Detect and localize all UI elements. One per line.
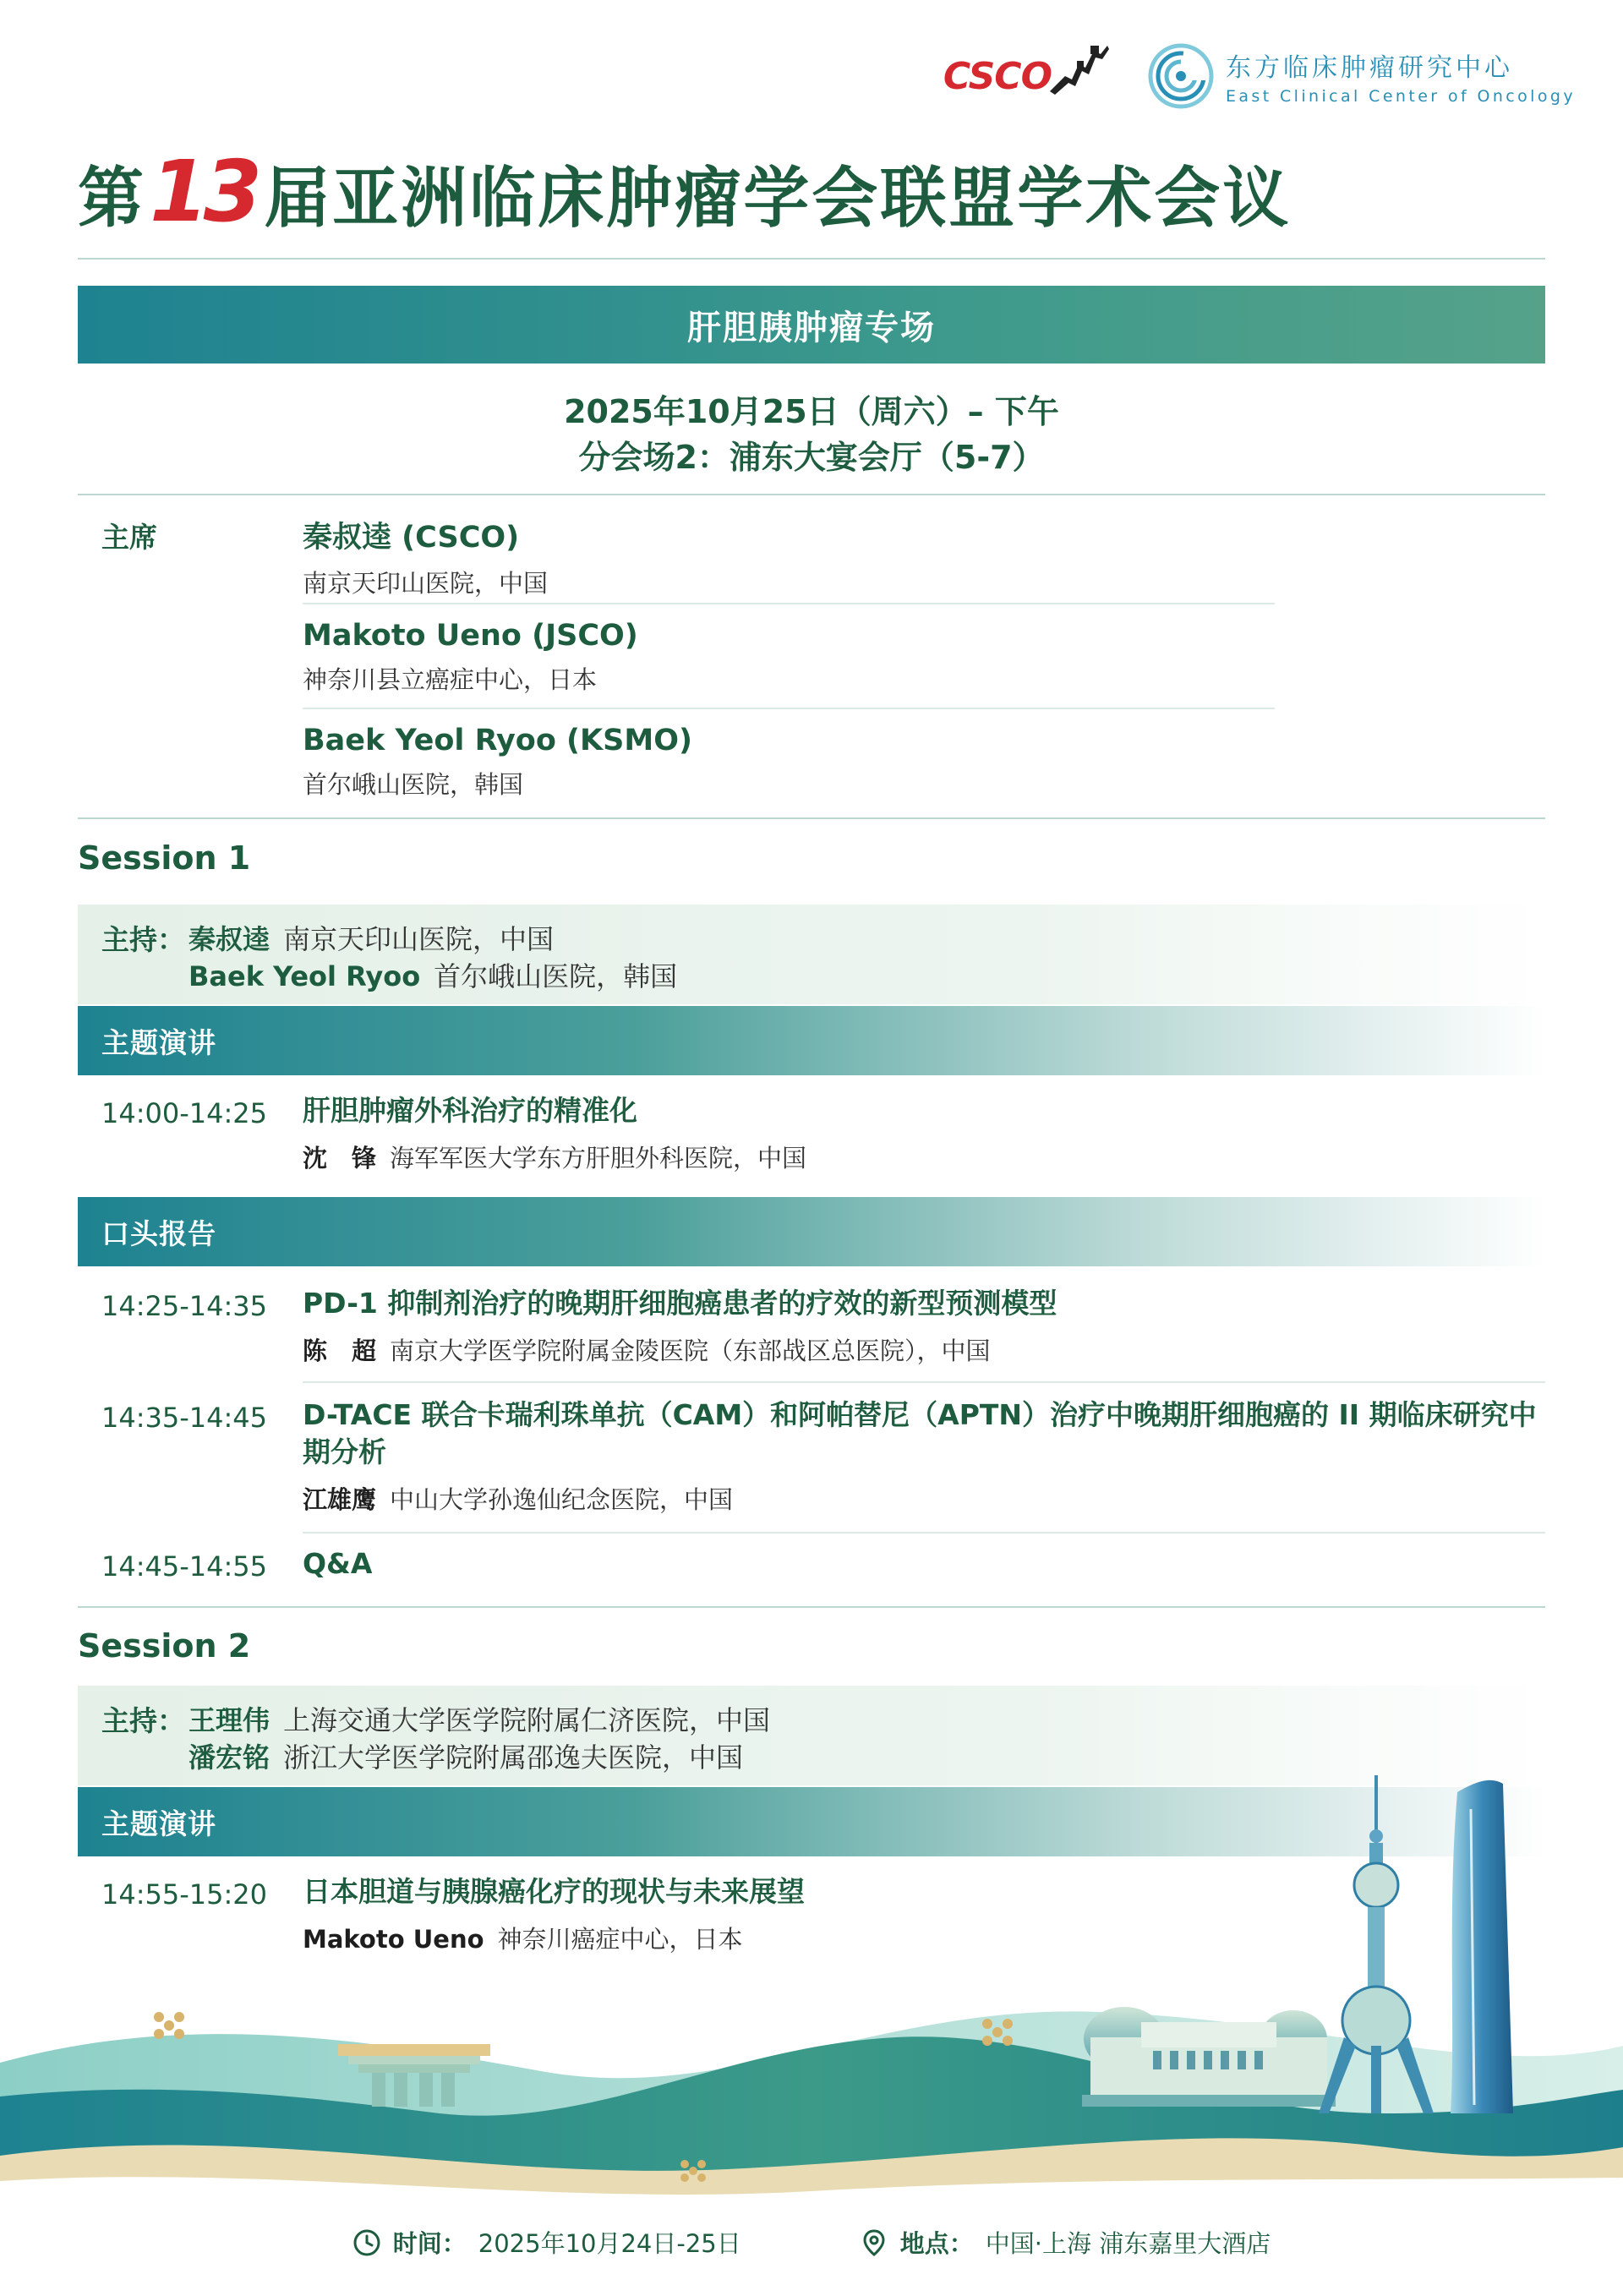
talk-speaker bbox=[303, 1332, 991, 1367]
host-name: 秦叔逵 bbox=[189, 923, 270, 955]
speaker-affiliation: 中山大学孙逸仙纪念医院，中国 bbox=[390, 1485, 734, 1514]
talk-title: PD-1 抑制剂治疗的晚期肝细胞癌患者的疗效的新型预测模型 bbox=[303, 1287, 1057, 1320]
host-name: Baek Yeol Ryoo bbox=[189, 960, 421, 992]
ecco-name-en: East Clinical Center of Oncology bbox=[1225, 87, 1576, 106]
oral-section-header: 口头报告 bbox=[78, 1197, 1545, 1266]
divider bbox=[78, 258, 1545, 260]
speaker-affiliation: 海军军医大学东方肝胆外科医院，中国 bbox=[390, 1144, 807, 1173]
shanghai-skyline-illustration bbox=[0, 1758, 1623, 2215]
host-entry bbox=[189, 955, 677, 994]
title-prefix: 第 bbox=[78, 161, 147, 237]
keynote-section-header: 主题演讲 bbox=[78, 1787, 1545, 1856]
speaker-name: 沈 锋 bbox=[303, 1144, 377, 1173]
talk-speaker bbox=[303, 1140, 806, 1174]
session-date: 2025年10月25日（周六）– 下午 bbox=[564, 393, 1059, 430]
host-label: 主持： bbox=[101, 923, 185, 956]
logo-group bbox=[943, 37, 1576, 115]
divider bbox=[303, 708, 1275, 709]
divider bbox=[78, 817, 1545, 819]
host-affiliation: 浙江大学医学院附属邵逸夫医院，中国 bbox=[283, 1741, 744, 1774]
host-name: 王理伟 bbox=[189, 1704, 270, 1736]
title-number: 13 bbox=[150, 142, 258, 241]
chair-name: 秦叔逵 (CSCO) bbox=[303, 521, 520, 555]
page-title bbox=[78, 142, 1291, 241]
event-info bbox=[0, 2225, 1623, 2260]
chair-entry bbox=[303, 514, 548, 599]
host-entry bbox=[189, 918, 554, 957]
divider bbox=[78, 1606, 1545, 1608]
speaker-name: Makoto Ueno bbox=[303, 1925, 484, 1954]
place-value: 中国·上海 浦东嘉里大酒店 bbox=[985, 2229, 1271, 2258]
host-label: 主持： bbox=[101, 1704, 185, 1737]
qa-title: Q&A bbox=[303, 1547, 373, 1580]
speaker-affiliation: 南京大学医学院附属金陵医院（东部战区总医院），中国 bbox=[390, 1337, 991, 1365]
host-name: 潘宏铭 bbox=[189, 1741, 270, 1774]
time-value: 2025年10月24日-25日 bbox=[478, 2229, 741, 2258]
session-2-title: Session 2 bbox=[78, 1627, 251, 1665]
divider bbox=[78, 494, 1545, 495]
great-wall-icon bbox=[1046, 42, 1111, 95]
host-entry bbox=[189, 1699, 770, 1738]
ecco-logo-icon bbox=[1148, 43, 1214, 109]
chair-name: Makoto Ueno (JSCO) bbox=[303, 619, 638, 653]
talk-title: 肝胆肿瘤外科治疗的精准化 bbox=[303, 1094, 637, 1127]
chair-affiliation: 神奈川县立癌症中心，日本 bbox=[303, 665, 598, 694]
title-suffix: 届亚洲临床肿瘤学会联盟学术会议 bbox=[264, 161, 1292, 237]
ecco-logo bbox=[1148, 43, 1576, 109]
speaker-affiliation: 神奈川癌症中心，日本 bbox=[497, 1925, 743, 1954]
host-affiliation: 南京天印山医院，中国 bbox=[283, 923, 555, 955]
speaker-name: 陈 超 bbox=[303, 1337, 377, 1365]
chair-name: Baek Yeol Ryoo (KSMO) bbox=[303, 724, 692, 757]
place-label: 地点： bbox=[899, 2229, 974, 2258]
session-1-hosts bbox=[78, 905, 1545, 1004]
talk-time: 14:00-14:25 bbox=[101, 1097, 267, 1129]
talk-speaker bbox=[303, 1481, 733, 1516]
session-venue: 分会场2：浦东大宴会厅（5-7） bbox=[578, 439, 1045, 476]
divider bbox=[303, 1532, 1545, 1533]
event-place bbox=[860, 2225, 1271, 2260]
chair-entry bbox=[303, 619, 638, 696]
talk-title: 日本胆道与胰腺癌化疗的现状与未来展望 bbox=[303, 1875, 805, 1908]
chair-affiliation: 南京天印山医院，中国 bbox=[303, 569, 549, 598]
talk-time: 14:25-14:35 bbox=[101, 1290, 267, 1322]
ecco-name-cn: 东方临床肿瘤研究中心 bbox=[1225, 53, 1513, 83]
chairs-label: 主席 bbox=[101, 521, 157, 554]
chair-affiliation: 首尔峨山医院，韩国 bbox=[303, 770, 524, 799]
speaker-name: 江雄鹰 bbox=[303, 1485, 377, 1514]
host-affiliation: 首尔峨山医院，韩国 bbox=[434, 960, 678, 992]
session-1-title: Session 1 bbox=[78, 839, 251, 877]
clock-icon bbox=[352, 2228, 381, 2257]
talk-title: D-TACE 联合卡瑞利珠单抗（CAM）和阿帕替尼（APTN）治疗中晚期肝细胞癌的 II 期临床研究中期分析 bbox=[303, 1398, 1537, 1468]
divider bbox=[303, 603, 1275, 604]
location-pin-icon bbox=[860, 2228, 888, 2257]
divider bbox=[303, 1381, 1545, 1383]
event-time bbox=[352, 2225, 741, 2260]
chair-entry bbox=[303, 724, 692, 801]
topic-banner: 肝胆胰肿瘤专场 bbox=[78, 286, 1545, 364]
keynote-section-header: 主题演讲 bbox=[78, 1006, 1545, 1075]
talk-time: 14:55-15:20 bbox=[101, 1878, 267, 1911]
qa-time: 14:45-14:55 bbox=[101, 1550, 267, 1583]
host-affiliation: 上海交通大学医学院附属仁济医院，中国 bbox=[283, 1704, 771, 1736]
csco-logo-text: CSCO bbox=[943, 54, 1052, 98]
time-label: 时间： bbox=[392, 2229, 467, 2258]
csco-logo bbox=[943, 37, 1111, 115]
talk-time: 14:35-14:45 bbox=[101, 1402, 267, 1434]
